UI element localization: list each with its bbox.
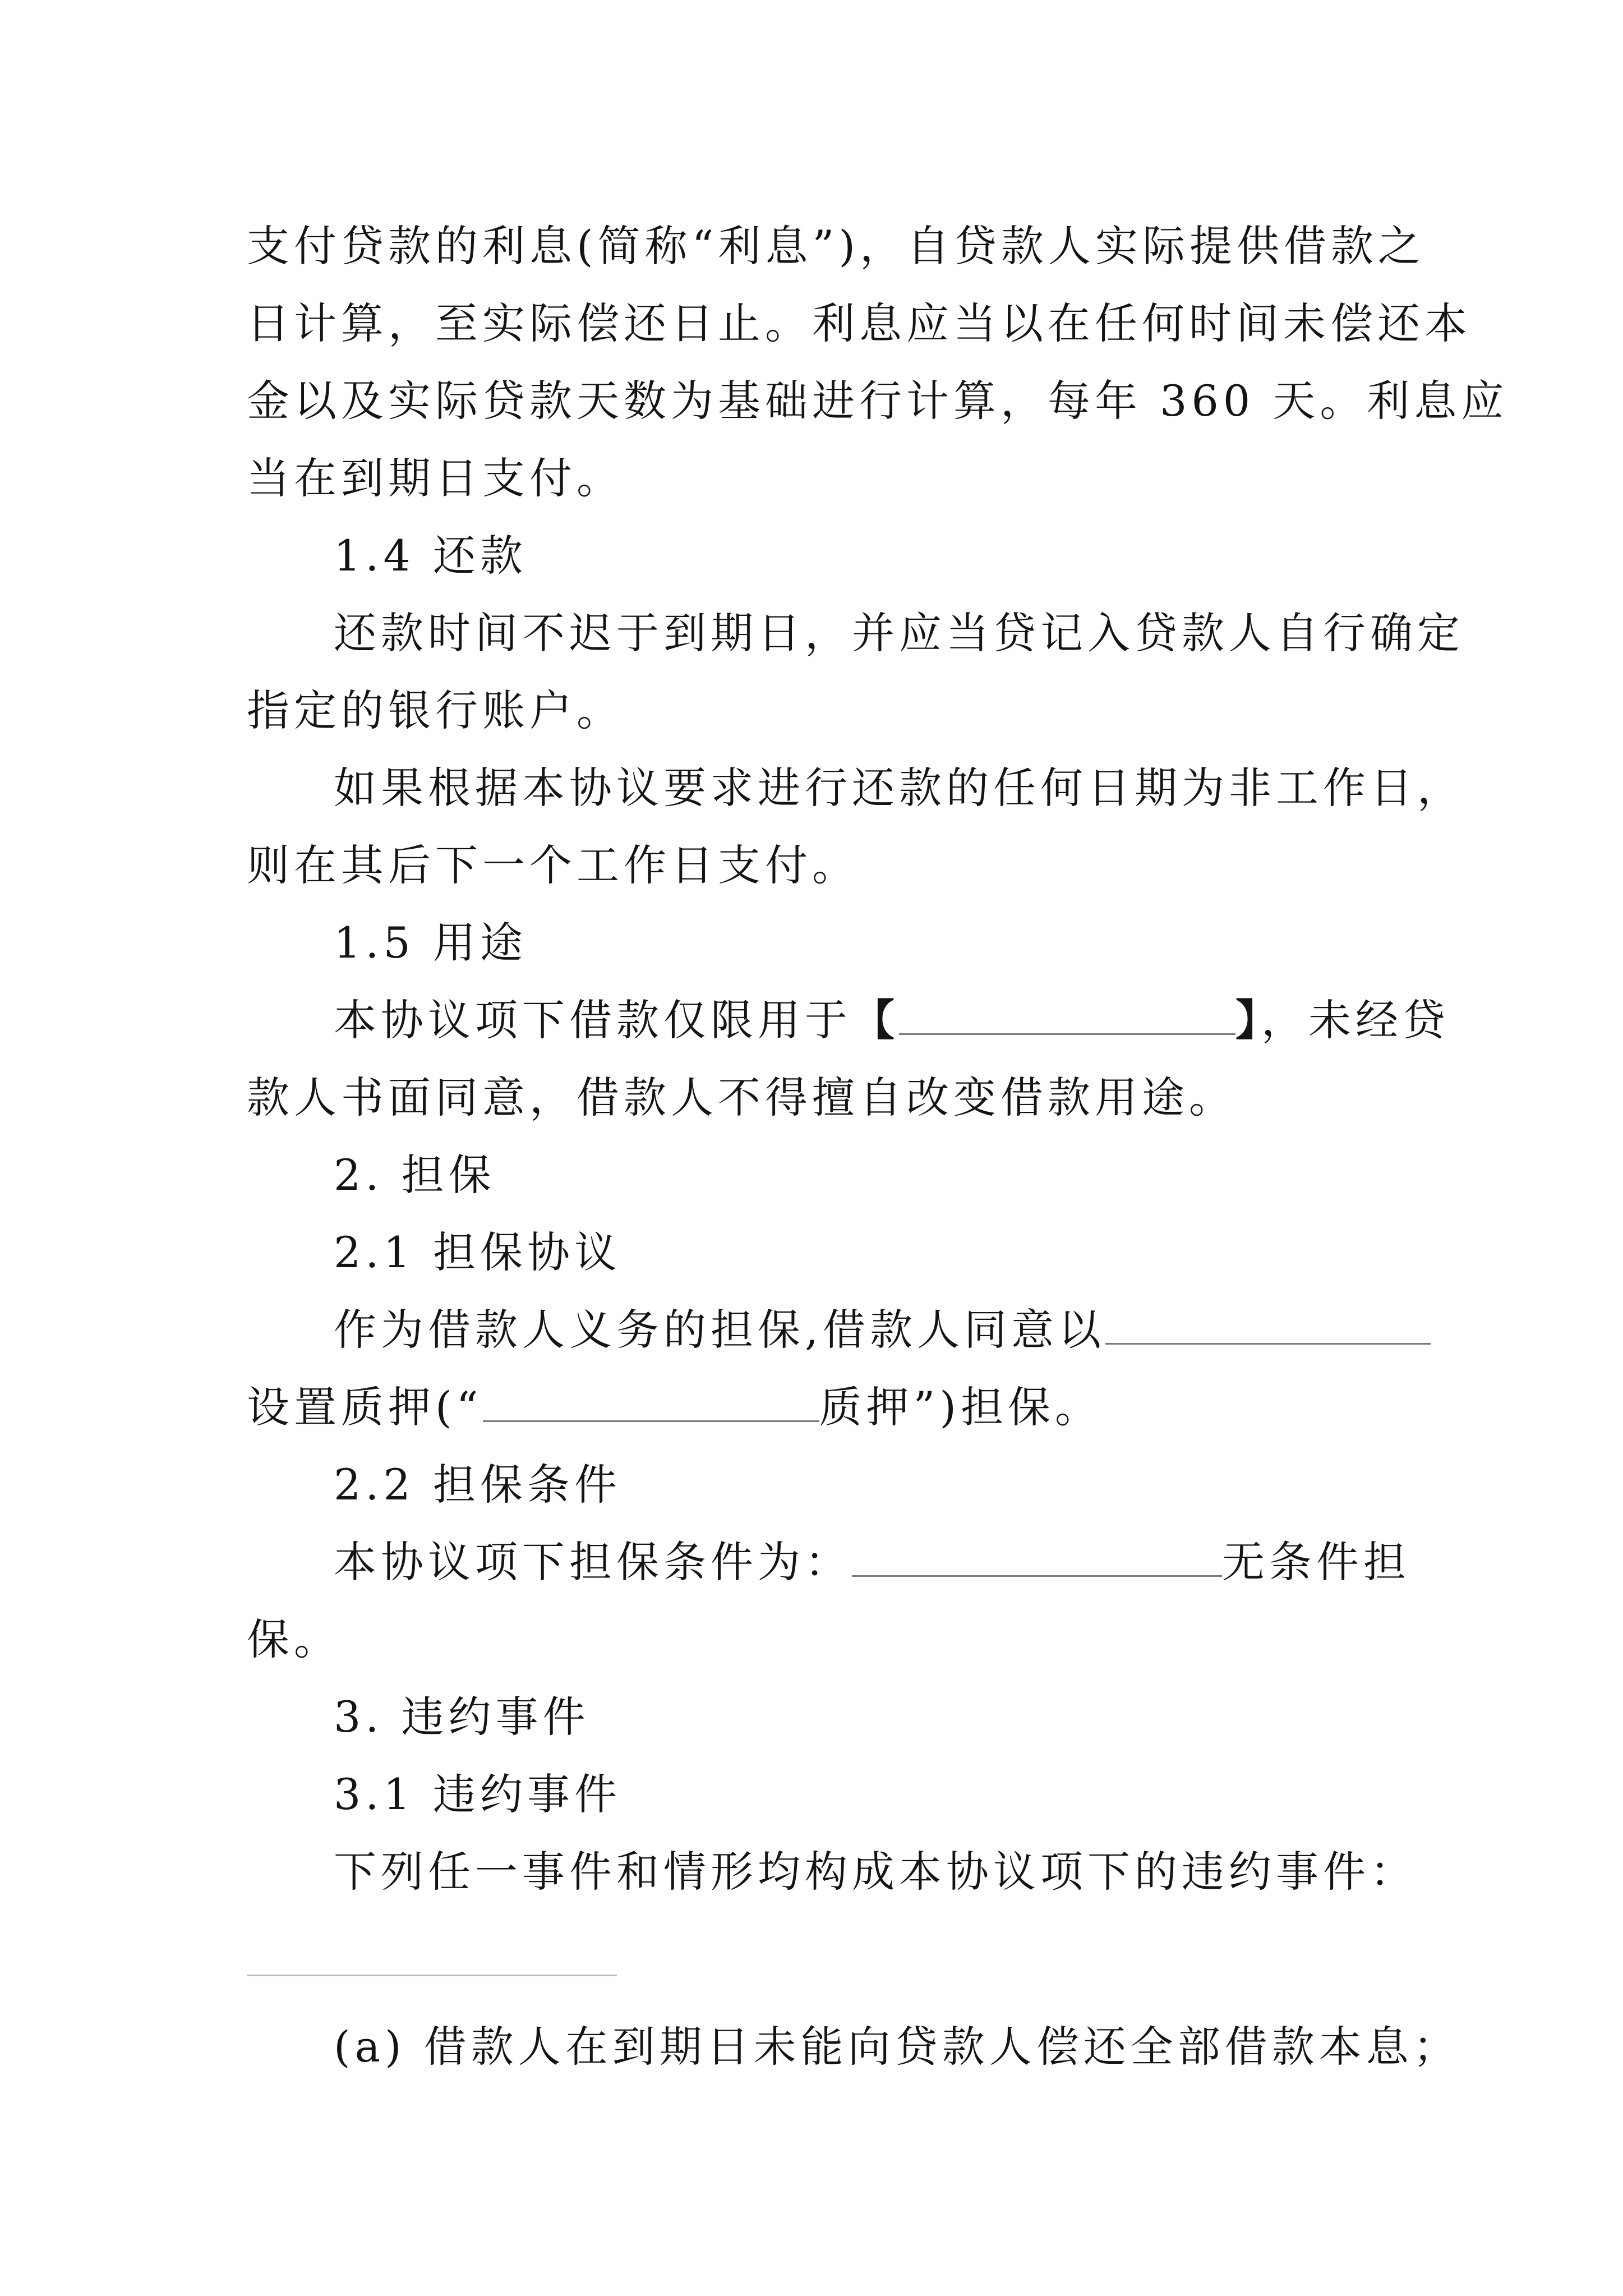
footnote-divider xyxy=(247,1975,617,1976)
paragraph-line: 指定的银行账户。 xyxy=(247,685,624,735)
paragraph-line-guarantee xyxy=(334,1291,1391,1369)
section-heading-2-1: 2.1 担保协议 xyxy=(334,1227,622,1277)
paragraph-line: 当在到期日支付。 xyxy=(247,453,624,503)
paragraph-line: 如果根据本协议要求进行还款的任何日期为非工作日， xyxy=(334,763,1464,813)
bracket-right: 】 xyxy=(1235,995,1261,1045)
paragraph-line: 款人书面同意，借款人不得擅自改变借款用途。 xyxy=(247,1073,1236,1122)
paragraph-line: 金以及实际贷款天数为基础进行计算，每年 360 天。利息应 xyxy=(247,376,1509,426)
section-heading-3-1: 3.1 违约事件 xyxy=(334,1769,622,1819)
section-heading-1-4: 1.4 还款 xyxy=(334,531,528,581)
section-heading-2: 2. 担保 xyxy=(334,1150,496,1200)
paragraph-line-purpose xyxy=(334,982,1450,1059)
paragraph-line: 还款时间不迟于到期日，并应当贷记入贷款人自行确定 xyxy=(334,608,1464,658)
text-segment: ，未经贷 xyxy=(1261,995,1450,1045)
paragraph-line: 保。 xyxy=(247,1614,341,1664)
text-segment: 本协议项下担保条件为： xyxy=(334,1537,852,1587)
section-heading-3: 3. 违约事件 xyxy=(334,1692,590,1742)
list-item-a: (a) 借款人在到期日未能向贷款人偿还全部借款本息； xyxy=(334,2022,1460,2072)
paragraph-line: 则在其后下一个工作日支付。 xyxy=(247,840,859,890)
text-segment: 作为借款人义务的担保,借款人同意以 xyxy=(334,1305,1106,1355)
section-heading-1-5: 1.5 用途 xyxy=(334,918,528,968)
text-segment: 质押”)担保。 xyxy=(819,1382,1103,1432)
section-heading-2-2: 2.2 担保条件 xyxy=(334,1460,622,1510)
blank-collateral-field[interactable] xyxy=(1105,1303,1431,1345)
blank-condition-field[interactable] xyxy=(852,1535,1222,1577)
paragraph-line: 支付贷款的利息(简称“利息”)，自贷款人实际提供借款之 xyxy=(247,221,1426,271)
paragraph-line-pledge xyxy=(247,1369,1391,1446)
bracket-left: 【 xyxy=(852,995,899,1045)
text-segment: 设置质押(“ xyxy=(247,1382,483,1432)
paragraph-line: 日计算，至实际偿还日止。利息应当以在任何时间未偿还本 xyxy=(247,298,1472,348)
paragraph-line-conditions xyxy=(334,1524,1410,1601)
paragraph-line: 下列任一事件和情形均构成本协议项下的违约事件： xyxy=(334,1847,1417,1897)
blank-pledge-field[interactable] xyxy=(483,1380,819,1422)
text-segment: 无条件担 xyxy=(1222,1537,1410,1587)
text-segment: 本协议项下借款仅限用于 xyxy=(334,995,852,1045)
blank-purpose-field[interactable] xyxy=(899,993,1235,1035)
